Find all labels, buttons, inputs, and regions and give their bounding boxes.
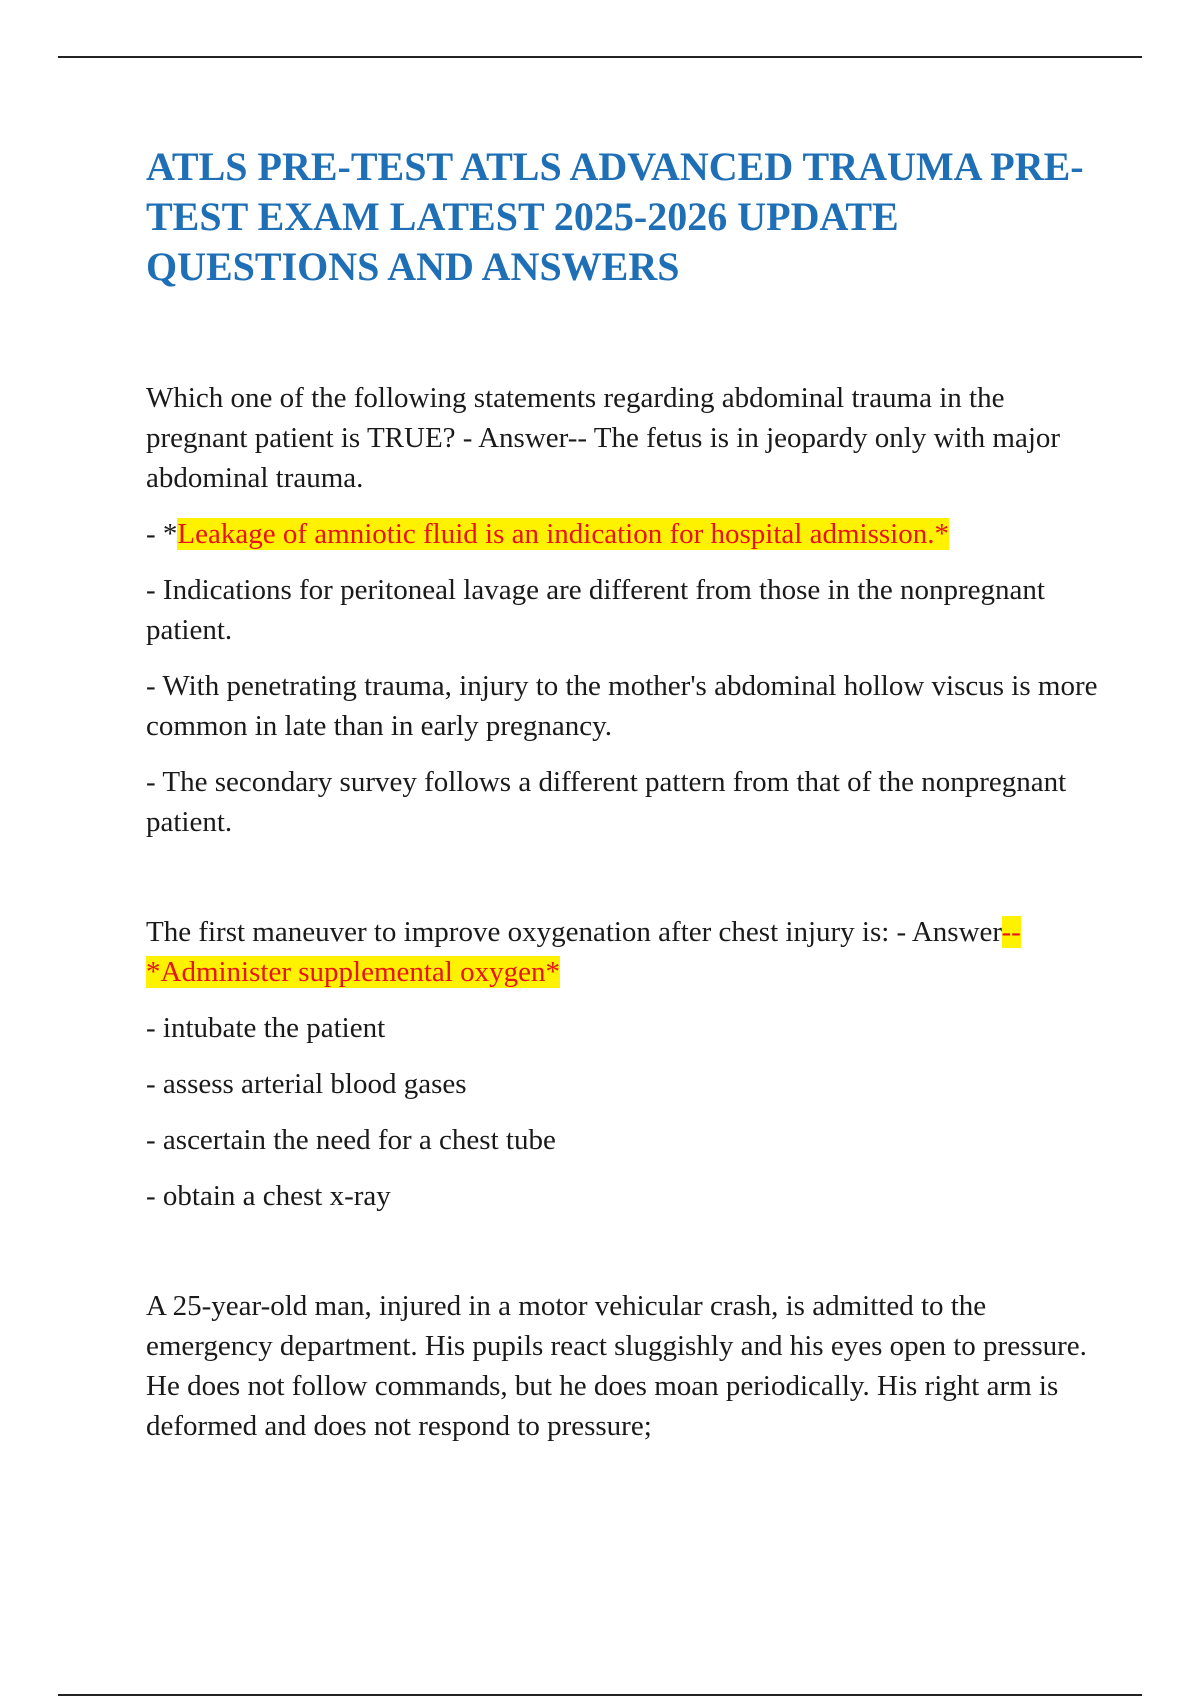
question-1-option: - With penetrating trauma, injury to the mother's abdominal hollow viscus is more common in late than in early pregnancy. (146, 670, 1098, 742)
question-3-text: A 25-year-old man, injured in a motor vehicular crash, is admitted to the emergency department. His pupils react sluggishly and his eyes open to pressure. He does not follow commands, but he does moan periodically. His right arm is deformed and does not respond to pressure; (146, 1290, 1087, 1442)
question-1-correct-option (146, 514, 1106, 554)
question-1-option: - The secondary survey follows a different pattern from that of the nonpregnant patient. (146, 766, 1067, 838)
correct-answer-highlight: Leakage of amniotic fluid is an indication for hospital admission.* (177, 518, 949, 550)
footer-rule (58, 1694, 1142, 1696)
document-title: ATLS PRE-TEST ATLS ADVANCED TRAUMA PRE-TEST EXAM LATEST 2025-2026 UPDATE QUESTIONS AND ANSWERS (146, 144, 1084, 289)
question-1-text: Which one of the following statements regarding abdominal trauma in the pregnant patient is TRUE? - Answer-- The fetus is in jeopardy only with major abdominal trauma. (146, 382, 1061, 494)
correct-option-prefix: - * (146, 518, 178, 550)
question-2-option: - assess arterial blood gases (146, 1068, 467, 1100)
question-1-option: - Indications for peritoneal lavage are different from those in the nonpregnant patient. (146, 574, 1045, 646)
question-2-option: - intubate the patient (146, 1012, 386, 1044)
question-block-2 (146, 912, 1106, 1216)
question-2-option: - obtain a chest x-ray (146, 1180, 391, 1212)
question-block-3 (146, 1286, 1106, 1446)
question-2-option: - ascertain the need for a chest tube (146, 1124, 556, 1156)
question-2-text (146, 912, 1106, 992)
header-rule (58, 56, 1142, 58)
question-block-1 (146, 378, 1106, 842)
question-2-stem: The first maneuver to improve oxygenation after chest injury is: - Answer (146, 916, 1002, 948)
correct-answer-highlight: -- *Administer supplemental oxygen* (146, 916, 1021, 988)
document-body (146, 142, 1106, 1446)
